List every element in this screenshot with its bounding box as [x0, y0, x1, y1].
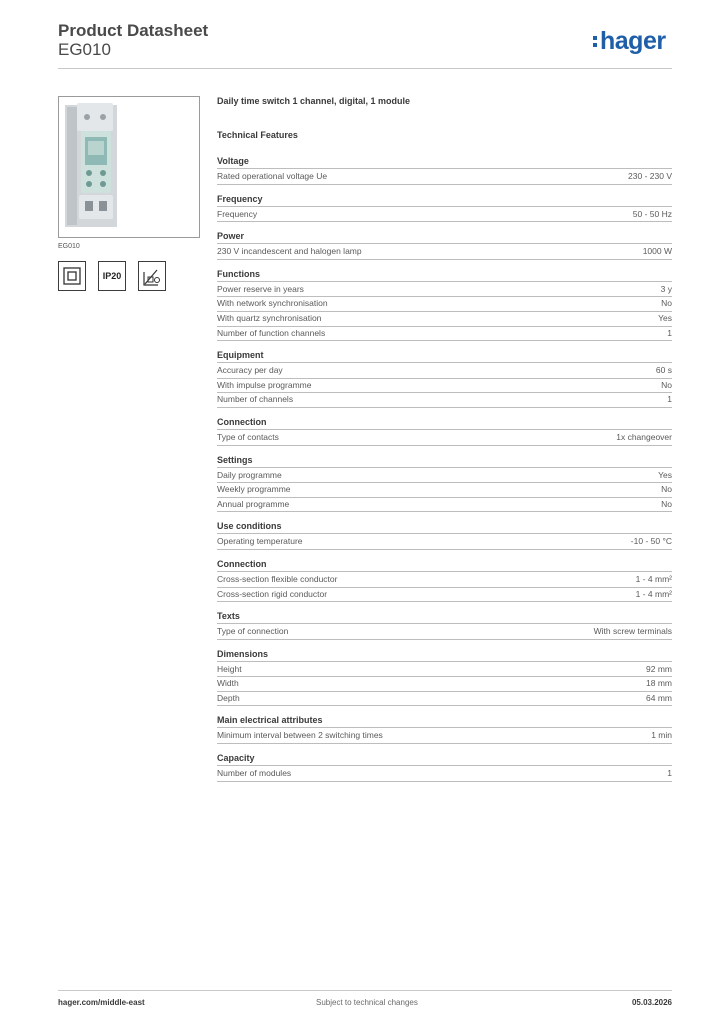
mounting-icon	[138, 261, 166, 291]
spec-row	[217, 393, 672, 408]
spec-row	[217, 283, 672, 298]
spec-value: 1 min	[651, 730, 672, 741]
spec-section	[217, 269, 672, 341]
spec-label: Height	[217, 663, 242, 674]
spec-row	[217, 663, 672, 678]
footer-date: 05.03.2026	[631, 998, 672, 1007]
brand-name: hager	[600, 27, 666, 55]
spec-label: Number of channels	[217, 394, 294, 405]
spec-label: 230 V incandescent and halogen lamp	[217, 246, 362, 257]
section-title: Frequency	[217, 194, 672, 207]
spec-row	[217, 588, 672, 603]
spec-value: 1 - 4 mm²	[635, 588, 672, 599]
spec-label: Weekly programme	[217, 484, 291, 495]
spec-label: Type of connection	[217, 626, 289, 637]
spec-value: With screw terminals	[593, 626, 672, 637]
section-title: Connection	[217, 559, 672, 572]
product-image	[58, 96, 200, 238]
spec-label: With impulse programme	[217, 379, 312, 390]
spec-value: 1000 W	[642, 246, 672, 257]
time-switch-illustration	[59, 97, 199, 237]
spec-row	[217, 469, 672, 484]
features-heading: Technical Features	[217, 130, 298, 140]
spec-section	[217, 350, 672, 408]
brand-logo	[593, 29, 666, 54]
spec-label: Cross-section flexible conductor	[217, 573, 338, 584]
double-insulation-icon	[58, 261, 86, 291]
page-title: Product Datasheet	[58, 21, 209, 40]
spec-value: 230 - 230 V	[628, 171, 672, 181]
spec-section	[217, 156, 672, 185]
spec-row	[217, 625, 672, 640]
section-title: Texts	[217, 611, 672, 624]
spec-value: 92 mm	[646, 663, 672, 674]
section-title: Use conditions	[217, 521, 672, 534]
logo-dots-icon	[593, 34, 598, 49]
spec-row	[217, 677, 672, 692]
section-title: Equipment	[217, 350, 672, 363]
section-title: Functions	[217, 269, 672, 282]
spec-value: 60 s	[655, 365, 672, 376]
spec-section	[217, 455, 672, 513]
spec-value: 1x changeover	[616, 431, 672, 442]
spec-value: No	[661, 298, 672, 309]
spec-value: 1	[667, 768, 672, 779]
spec-row	[217, 208, 672, 223]
section-title: Connection	[217, 417, 672, 430]
ip20-label: IP20	[102, 271, 122, 281]
spec-value: 3 y	[660, 283, 672, 294]
spec-row	[217, 767, 672, 782]
spec-row	[217, 312, 672, 327]
spec-row	[217, 170, 672, 185]
section-title: Main electrical attributes	[217, 715, 672, 728]
spec-value: No	[661, 498, 672, 509]
header-divider	[58, 68, 672, 69]
spec-value: 1	[667, 394, 672, 405]
spec-value: 1	[667, 327, 672, 338]
product-code: EG010	[58, 40, 111, 59]
spec-section	[217, 417, 672, 446]
spec-label: Number of modules	[217, 768, 292, 779]
spec-row	[217, 364, 672, 379]
spec-label: With network synchronisation	[217, 298, 328, 309]
spec-value: 18 mm	[646, 678, 672, 689]
spec-label: With quartz synchronisation	[217, 312, 322, 323]
spec-section	[217, 611, 672, 640]
spec-row	[217, 297, 672, 312]
spec-label: Rated operational voltage Ue	[217, 171, 328, 181]
spec-label: Minimum interval between 2 switching times	[217, 730, 383, 741]
footer-divider	[58, 990, 672, 991]
spec-section	[217, 194, 672, 223]
spec-row	[217, 729, 672, 744]
spec-content	[217, 96, 672, 791]
spec-row	[217, 327, 672, 342]
spec-label: Accuracy per day	[217, 365, 283, 376]
spec-value: -10 - 50 °C	[630, 536, 672, 547]
spec-value: No	[661, 379, 672, 390]
spec-row	[217, 535, 672, 550]
spec-row	[217, 245, 672, 260]
spec-section	[217, 715, 672, 744]
spec-label: Number of function channels	[217, 327, 326, 338]
image-caption: EG010	[58, 243, 80, 250]
spec-section	[217, 559, 672, 602]
spec-label: Daily programme	[217, 469, 282, 480]
section-title: Power	[217, 231, 672, 244]
ip20-icon	[98, 261, 126, 291]
product-description: Daily time switch 1 channel, digital, 1 module	[217, 96, 411, 106]
spec-row	[217, 379, 672, 394]
spec-label: Type of contacts	[217, 431, 279, 442]
spec-label: Width	[217, 678, 239, 689]
spec-label: Annual programme	[217, 498, 290, 509]
footer-website[interactable]: hager.com/middle-east	[58, 998, 145, 1007]
certification-icons	[58, 261, 166, 291]
spec-section	[217, 753, 672, 782]
spec-section	[217, 521, 672, 550]
section-title: Capacity	[217, 753, 672, 766]
spec-value: 50 - 50 Hz	[632, 208, 672, 219]
spec-label: Operating temperature	[217, 536, 303, 547]
section-title: Settings	[217, 455, 672, 468]
spec-label: Cross-section rigid conductor	[217, 588, 328, 599]
spec-section	[217, 231, 672, 260]
spec-label: Frequency	[217, 208, 258, 219]
spec-row	[217, 483, 672, 498]
spec-row	[217, 573, 672, 588]
spec-value: 1 - 4 mm²	[635, 573, 672, 584]
spec-row	[217, 692, 672, 707]
spec-sections	[217, 156, 672, 782]
spec-row	[217, 431, 672, 446]
section-title: Dimensions	[217, 649, 672, 662]
spec-label: Depth	[217, 692, 240, 703]
spec-value: 64 mm	[646, 692, 672, 703]
section-title: Voltage	[217, 156, 672, 169]
spec-value: No	[661, 484, 672, 495]
spec-value: Yes	[658, 469, 672, 480]
spec-row	[217, 498, 672, 513]
footer-note: Subject to technical changes	[316, 998, 418, 1007]
spec-section	[217, 649, 672, 707]
spec-value: Yes	[658, 312, 672, 323]
spec-label: Power reserve in years	[217, 283, 304, 294]
